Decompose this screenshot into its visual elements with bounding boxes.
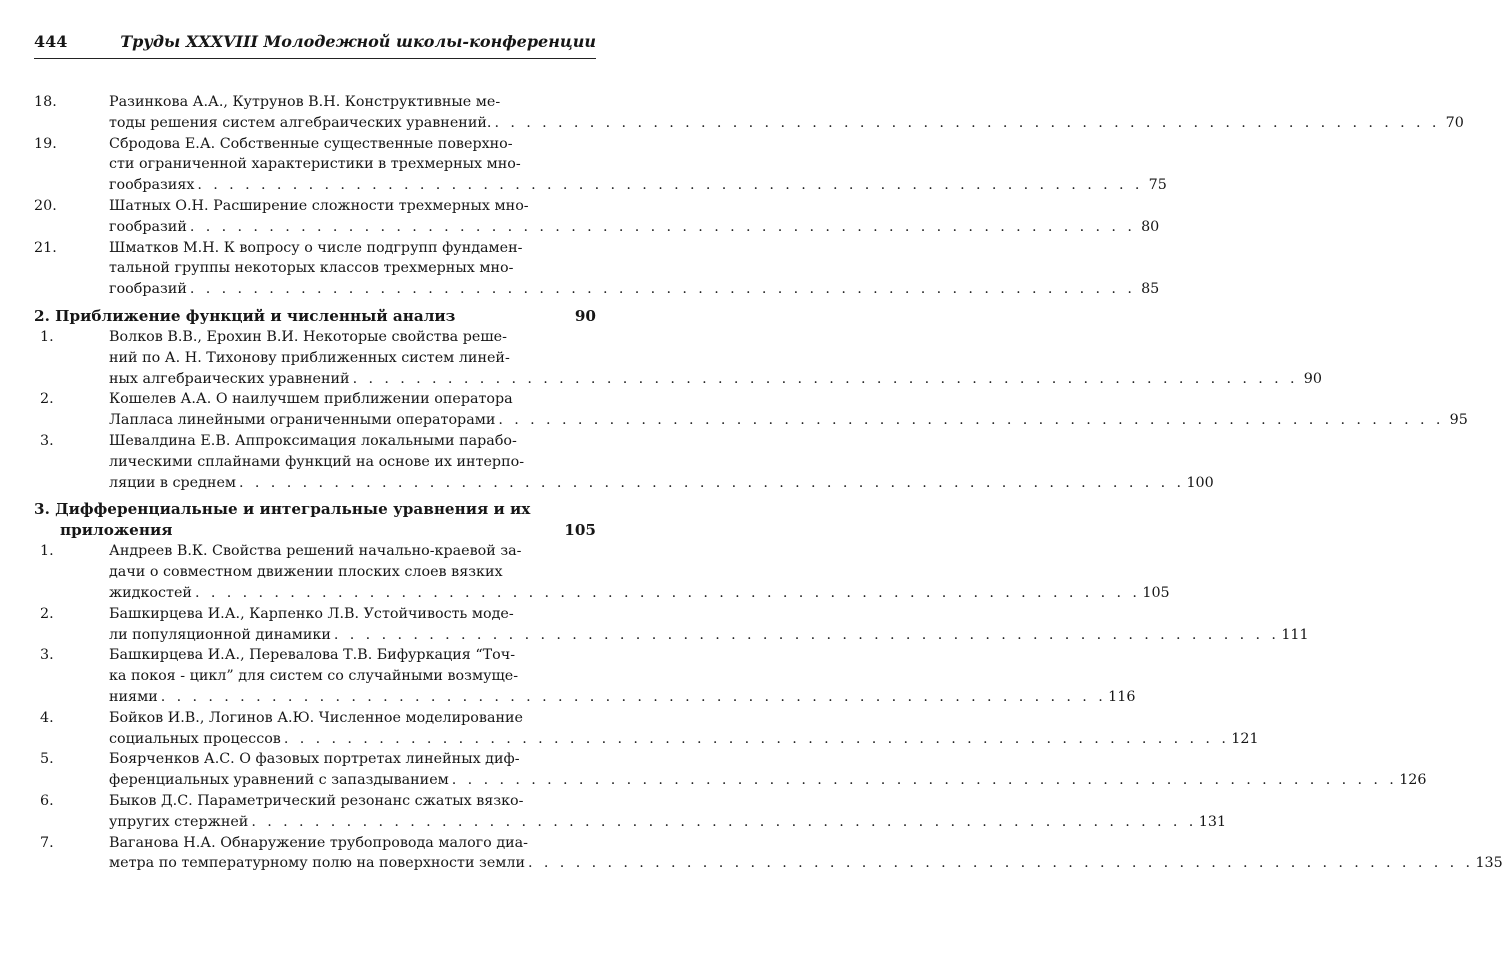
entry-line — [109, 833, 596, 854]
entry-line — [109, 666, 596, 687]
entry-line — [109, 645, 596, 666]
entry-line — [109, 348, 596, 369]
entry-number: 6. — [40, 792, 54, 809]
dot-leader: . . . . . . . . . . . . . . . . . . . . . . . . . . . . . . . . . . . . . . . . . . . . . . . . . . . . . . . . . . . . — [333, 626, 1280, 643]
dot-leader: . . . . . . . . . . . . . . . . . . . . . . . . . . . . . . . . . . . . . . . . . . . . . . . . . . . . . . . . . . . . — [498, 412, 1444, 429]
entry-text: социальных процессов — [109, 730, 281, 747]
entry-body — [109, 645, 1136, 707]
dot-leader: . . . . . . . . . . . . . . . . . . . . . . . . . . . . . . . . . . . . . . . . . . . . . . . . . . . . . . . . . . . . — [528, 855, 1474, 872]
entry-text: Сбродова Е.А. Собственные существенные поверхно- — [109, 135, 513, 152]
entry-text: Боярченков А.С. О фазовых портретах линейных диф- — [109, 751, 520, 768]
dot-leader: . . . . . . . . . . . . . . . . . . . . . . . . . . . . . . . . . . . . . . . . . . . . . . . . . . . . . . . . . . . . — [251, 813, 1197, 830]
toc-entry[interactable] — [34, 708, 1259, 750]
entry-body — [109, 791, 1227, 833]
entry-page-number: 95 — [1449, 412, 1468, 429]
entry-line — [109, 431, 596, 452]
entry-line — [109, 604, 596, 625]
toc-section — [34, 306, 1468, 493]
entry-line — [109, 410, 1468, 431]
entry-line — [109, 279, 1160, 300]
entry-number: 5. — [40, 751, 54, 768]
entry-line — [109, 258, 596, 279]
entry-body — [109, 134, 1167, 196]
section-title-line — [34, 306, 596, 327]
section-page-number: 105 — [564, 521, 596, 540]
dot-leader: . . . . . . . . . . . . . . . . . . . . . . . . . . . . . . . . . . . . . . . . . . . . . . . . . . . . . . . . . . . . — [352, 370, 1298, 387]
entry-page-number: 111 — [1281, 626, 1309, 643]
section-title-text: 2. Приближение функций и численный анализ — [34, 306, 456, 325]
entry-line — [109, 175, 1167, 196]
section-title — [34, 306, 596, 327]
entry-body — [109, 327, 1322, 389]
entry-number: 20. — [34, 197, 57, 214]
table-of-contents — [34, 92, 1503, 874]
entry-page-number: 126 — [1399, 772, 1427, 789]
entry-body — [109, 833, 1503, 875]
entry-number: 1. — [40, 328, 54, 345]
entry-page-number: 70 — [1445, 114, 1464, 131]
entry-text: Бойков И.В., Логинов А.Ю. Численное моделирование — [109, 709, 523, 726]
entry-text: сти ограниченной характеристики в трехмерных мно- — [109, 156, 521, 173]
entry-body — [109, 749, 1427, 791]
entry-page-number: 85 — [1141, 281, 1160, 298]
entry-text: Башкирцева И.А., Перевалова Т.В. Бифуркация “Точ- — [109, 647, 516, 664]
toc-entry[interactable] — [34, 389, 1468, 431]
entry-text: метра по температурному полю на поверхности земли — [109, 855, 526, 872]
entry-text: Шматков М.Н. К вопросу о числе подгрупп фундамен- — [109, 239, 523, 256]
entry-text: лическими сплайнами функций на основе их интерпо- — [109, 453, 525, 470]
entry-text: Разинкова А.А., Кутрунов В.Н. Конструктивные ме- — [109, 94, 501, 110]
entry-number: 2. — [40, 605, 54, 622]
toc-entry[interactable] — [34, 791, 1227, 833]
entry-line — [109, 791, 596, 812]
entry-line — [109, 729, 1259, 750]
entry-page-number: 80 — [1141, 218, 1160, 235]
entry-text: ли популяционной динамики — [109, 626, 331, 643]
entry-body — [109, 389, 1468, 431]
entry-text: Шатных О.Н. Расширение сложности трехмерных мно- — [109, 197, 529, 214]
dot-leader: . . . . . . . . . . . . . . . . . . . . . . . . . . . . . . . . . . . . . . . . . . . . . . . . . . . . . . . . . . . . — [194, 584, 1141, 601]
entry-page-number: 131 — [1198, 813, 1227, 830]
toc-section — [34, 92, 1464, 300]
section-title-line — [34, 520, 596, 541]
entry-text: ных алгебраических уравнений — [109, 370, 350, 387]
entry-line — [109, 749, 596, 770]
toc-entry[interactable] — [34, 327, 1322, 389]
entry-page-number: 121 — [1231, 730, 1259, 747]
entry-body — [109, 604, 1309, 646]
entry-line — [109, 217, 1160, 238]
entry-text: ниями — [109, 688, 158, 705]
section-title — [34, 499, 596, 541]
entry-line — [109, 812, 1227, 833]
entry-page-number: 75 — [1148, 177, 1167, 194]
dot-leader: . . . . . . . . . . . . . . . . . . . . . . . . . . . . . . . . . . . . . . . . . . . . . . . . . . . . . . . . . . . . — [283, 730, 1230, 747]
toc-section — [34, 499, 1503, 874]
entry-text: дачи о совместном движении плоских слоев вязких — [109, 564, 503, 581]
entry-line — [109, 708, 596, 729]
entry-number: 1. — [40, 543, 54, 560]
entry-line — [109, 452, 596, 473]
entry-number: 4. — [40, 709, 54, 726]
entry-line — [109, 473, 1214, 494]
running-header — [34, 32, 596, 56]
entry-text: Кошелев А.А. О наилучшем приближении оператора — [109, 391, 513, 408]
entry-line — [109, 134, 596, 155]
entry-text: ляции в среднем — [109, 474, 237, 491]
entry-line — [109, 687, 1136, 708]
entry-text: Волков В.В., Ерохин В.И. Некоторые свойства реше- — [109, 328, 507, 345]
toc-entry[interactable] — [34, 134, 1167, 196]
dot-leader: . . . . . . . . . . . . . . . . . . . . . . . . . . . . . . . . . . . . . . . . . . . . . . . . . . . . . . . . . . . . — [160, 688, 1107, 705]
entry-line — [109, 770, 1427, 791]
entry-text: тальной группы некоторых классов трехмерных мно- — [109, 260, 514, 277]
entry-body — [109, 541, 1170, 603]
entry-number: 2. — [40, 391, 54, 408]
entry-number: 7. — [40, 834, 54, 851]
entry-line — [109, 196, 596, 217]
entry-text: Быков Д.С. Параметрический резонанс сжатых вязко- — [109, 792, 524, 809]
entry-line — [109, 327, 596, 348]
entry-text: упругих стержней — [109, 813, 249, 830]
toc-entry[interactable] — [34, 604, 1309, 646]
entry-text: ний по А. Н. Тихонову приближенных систем линей- — [109, 349, 510, 366]
entry-line — [109, 113, 1464, 134]
entry-text: гообразий — [109, 281, 187, 298]
entry-line — [109, 562, 596, 583]
dot-leader: . . . . . . . . . . . . . . . . . . . . . . . . . . . . . . . . . . . . . . . . . . . . . . . . . . . . . . . . . . . . — [197, 177, 1143, 194]
toc-entry[interactable] — [34, 238, 1160, 300]
entry-body — [109, 431, 1214, 493]
toc-entry[interactable] — [34, 833, 1503, 875]
entry-line — [109, 154, 596, 175]
entry-line — [109, 853, 1503, 874]
section-title-text: приложения — [60, 521, 173, 540]
section-title-line — [34, 499, 596, 520]
entry-text: гообразиях — [109, 177, 195, 194]
entry-line — [109, 625, 1309, 646]
entry-text: Ваганова Н.А. Обнаружение трубопровода малого диа- — [109, 834, 529, 851]
toc-entry[interactable] — [34, 196, 1160, 238]
toc-entry[interactable] — [34, 645, 1136, 707]
entry-page-number: 105 — [1142, 584, 1170, 601]
entry-page-number: 116 — [1108, 688, 1136, 705]
running-title: Труды XXXVIII Молодежной школы-конференции — [120, 32, 596, 51]
entry-text: ференциальных уравнений с запаздыванием — [109, 772, 449, 789]
dot-leader: . . . . . . . . . . . . . . . . . . . . . . . . . . . . . . . . . . . . . . . . . . . . . . . . . . . . . . . . . . . . — [239, 474, 1185, 491]
entry-page-number: 135 — [1475, 855, 1503, 872]
entry-text: тоды решения систем алгебраических уравнений. — [109, 114, 492, 131]
dot-leader: . . . . . . . . . . . . . . . . . . . . . . . . . . . . . . . . . . . . . . . . . . . . . . . . . . . . . . . . . . . . — [189, 218, 1136, 235]
dot-leader: . . . . . . . . . . . . . . . . . . . . . . . . . . . . . . . . . . . . . . . . . . . . . . . . . . . . . . . . . . . . — [494, 114, 1440, 131]
entry-page-number: 90 — [1303, 370, 1322, 387]
dot-leader: . . . . . . . . . . . . . . . . . . . . . . . . . . . . . . . . . . . . . . . . . . . . . . . . . . . . . . . . . . . . — [189, 281, 1136, 298]
entry-number: 18. — [34, 94, 57, 110]
entry-number: 21. — [34, 239, 57, 256]
entry-number: 3. — [40, 647, 54, 664]
entry-text: Андреев В.К. Свойства решений начально-краевой за- — [109, 543, 522, 560]
entry-body — [109, 196, 1160, 238]
entry-text: ка покоя - цикл” для систем со случайными возмуще- — [109, 668, 519, 685]
entry-line — [109, 541, 596, 562]
entry-text: Шевалдина Е.В. Аппроксимация локальными парабо- — [109, 432, 517, 449]
entry-line — [109, 389, 596, 410]
entry-text: Лапласа линейными ограниченными операторами — [109, 412, 496, 429]
page-number: 444 — [34, 32, 68, 51]
toc-entry[interactable] — [34, 92, 1464, 134]
dot-leader: . . . . . . . . . . . . . . . . . . . . . . . . . . . . . . . . . . . . . . . . . . . . . . . . . . . . . . . . . . . . — [451, 772, 1398, 789]
entry-number: 3. — [40, 432, 54, 449]
entry-line — [109, 92, 596, 113]
entry-body — [109, 238, 1160, 300]
entry-line — [109, 369, 1322, 390]
header-rule — [34, 58, 596, 59]
entry-body — [109, 708, 1259, 750]
entry-number: 19. — [34, 135, 57, 152]
toc-entry[interactable] — [34, 431, 1214, 493]
toc-entry[interactable] — [34, 541, 1170, 603]
entry-line — [109, 238, 596, 259]
section-title-text: 3. Дифференциальные и интегральные уравнения и их — [34, 500, 531, 519]
entry-text: гообразий — [109, 218, 187, 235]
entry-page-number: 100 — [1186, 474, 1214, 491]
entry-body — [109, 92, 1464, 134]
entry-text: Башкирцева И.А., Карпенко Л.В. Устойчивость моде- — [109, 605, 514, 622]
entry-text: жидкостей — [109, 584, 192, 601]
entry-line — [109, 583, 1170, 604]
section-page-number: 90 — [574, 306, 596, 325]
toc-entry[interactable] — [34, 749, 1427, 791]
